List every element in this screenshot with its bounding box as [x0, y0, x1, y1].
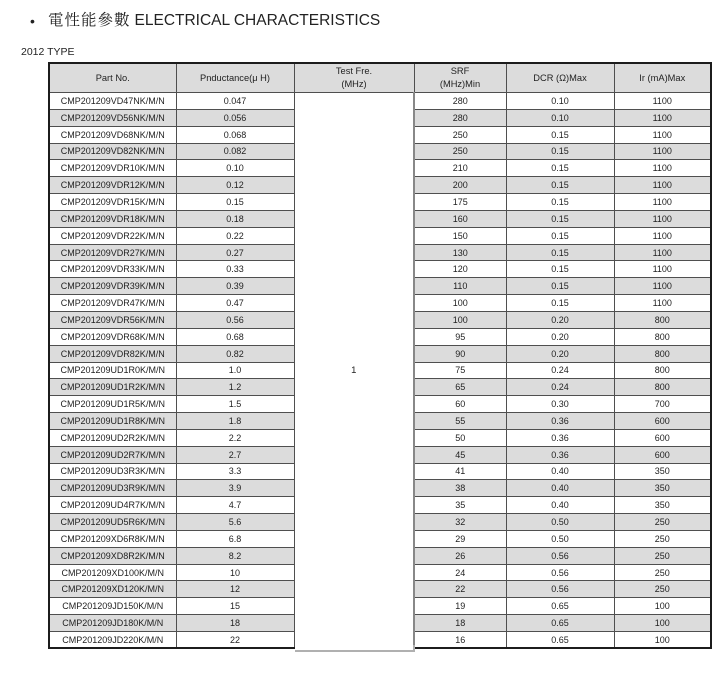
cell-dcr: 0.20: [506, 311, 614, 328]
cell-inductance: 0.27: [176, 244, 294, 261]
cell-srf: 280: [414, 109, 506, 126]
cell-part-no: CMP201209VDR27K/M/N: [49, 244, 176, 261]
cell-dcr: 0.30: [506, 396, 614, 413]
cell-part-no: CMP201209XD6R8K/M/N: [49, 530, 176, 547]
cell-ir: 800: [614, 345, 711, 362]
section-title-en: ELECTRICAL CHARACTERISTICS: [134, 12, 381, 29]
cell-part-no: CMP201209XD120K/M/N: [49, 581, 176, 598]
cell-inductance: 0.10: [176, 160, 294, 177]
cell-inductance: 0.33: [176, 261, 294, 278]
cell-srf: 130: [414, 244, 506, 261]
cell-ir: 1100: [614, 295, 711, 312]
cell-srf: 160: [414, 210, 506, 227]
cell-srf: 210: [414, 160, 506, 177]
cell-ir: 1100: [614, 109, 711, 126]
cell-ir: 100: [614, 615, 711, 632]
col-header-srf: [414, 63, 506, 93]
cell-srf: 18: [414, 615, 506, 632]
cell-dcr: 0.40: [506, 497, 614, 514]
cell-dcr: 0.15: [506, 295, 614, 312]
cell-inductance: 0.68: [176, 328, 294, 345]
cell-ir: 100: [614, 598, 711, 615]
cell-srf: 16: [414, 632, 506, 649]
cell-ir: 600: [614, 413, 711, 430]
cell-ir: 1100: [614, 93, 711, 110]
cell-dcr: 0.15: [506, 227, 614, 244]
cell-dcr: 0.50: [506, 514, 614, 531]
cell-dcr: 0.15: [506, 160, 614, 177]
cell-inductance: 2.2: [176, 429, 294, 446]
cell-dcr: 0.10: [506, 93, 614, 110]
col-header-test-frequency-line2: (MHz): [341, 79, 367, 89]
cell-dcr: 0.36: [506, 446, 614, 463]
cell-part-no: CMP201209JD150K/M/N: [49, 598, 176, 615]
cell-part-no: CMP201209UD3R9K/M/N: [49, 480, 176, 497]
cell-inductance: 1.8: [176, 413, 294, 430]
cell-inductance: 1.2: [176, 379, 294, 396]
cell-dcr: 0.65: [506, 615, 614, 632]
cell-srf: 150: [414, 227, 506, 244]
section-title: [30, 12, 380, 30]
cell-ir: 600: [614, 446, 711, 463]
cell-ir: 1100: [614, 194, 711, 211]
cell-inductance: 15: [176, 598, 294, 615]
cell-srf: 55: [414, 413, 506, 430]
cell-srf: 32: [414, 514, 506, 531]
section-title-zh: 電性能參數: [48, 12, 131, 29]
cell-part-no: CMP201209VDR18K/M/N: [49, 210, 176, 227]
cell-ir: 250: [614, 581, 711, 598]
cell-inductance: 2.7: [176, 446, 294, 463]
cell-srf: 175: [414, 194, 506, 211]
cell-dcr: 0.56: [506, 564, 614, 581]
cell-dcr: 0.65: [506, 632, 614, 649]
cell-ir: 700: [614, 396, 711, 413]
cell-part-no: CMP201209UD1R0K/M/N: [49, 362, 176, 379]
cell-dcr: 0.40: [506, 480, 614, 497]
cell-part-no: CMP201209VDR68K/M/N: [49, 328, 176, 345]
cell-part-no: CMP201209XD8R2K/M/N: [49, 547, 176, 564]
cell-dcr: 0.24: [506, 379, 614, 396]
cell-srf: 50: [414, 429, 506, 446]
cell-inductance: 0.18: [176, 210, 294, 227]
cell-dcr: 0.20: [506, 328, 614, 345]
electrical-characteristics-table-wrap: [48, 62, 710, 649]
cell-dcr: 0.15: [506, 143, 614, 160]
col-header-part-no: Part No.: [49, 63, 176, 93]
cell-ir: 1100: [614, 143, 711, 160]
cell-part-no: CMP201209JD180K/M/N: [49, 615, 176, 632]
cell-part-no: CMP201209VDR12K/M/N: [49, 177, 176, 194]
cell-inductance: 3.3: [176, 463, 294, 480]
cell-srf: 100: [414, 295, 506, 312]
cell-srf: 110: [414, 278, 506, 295]
cell-dcr: 0.20: [506, 345, 614, 362]
cell-inductance: 0.22: [176, 227, 294, 244]
cell-part-no: CMP201209UD1R2K/M/N: [49, 379, 176, 396]
cell-part-no: CMP201209VDR39K/M/N: [49, 278, 176, 295]
cell-dcr: 0.56: [506, 547, 614, 564]
table-row: [49, 93, 711, 110]
cell-ir: 250: [614, 564, 711, 581]
cell-dcr: 0.40: [506, 463, 614, 480]
cell-ir: 350: [614, 480, 711, 497]
cell-part-no: CMP201209UD3R3K/M/N: [49, 463, 176, 480]
cell-part-no: CMP201209VD68NK/M/N: [49, 126, 176, 143]
cell-ir: 600: [614, 429, 711, 446]
cell-part-no: CMP201209JD220K/M/N: [49, 632, 176, 649]
cell-ir: 800: [614, 379, 711, 396]
cell-inductance: 0.39: [176, 278, 294, 295]
cell-inductance: 4.7: [176, 497, 294, 514]
cell-ir: 1100: [614, 227, 711, 244]
type-label: 2012 TYPE: [21, 46, 75, 58]
cell-ir: 350: [614, 497, 711, 514]
cell-ir: 250: [614, 530, 711, 547]
cell-part-no: CMP201209VD47NK/M/N: [49, 93, 176, 110]
cell-dcr: 0.36: [506, 429, 614, 446]
cell-inductance: 0.068: [176, 126, 294, 143]
cell-part-no: CMP201209VDR10K/M/N: [49, 160, 176, 177]
cell-part-no: CMP201209VDR22K/M/N: [49, 227, 176, 244]
cell-srf: 280: [414, 93, 506, 110]
cell-inductance: 0.056: [176, 109, 294, 126]
cell-inductance: 12: [176, 581, 294, 598]
cell-dcr: 0.24: [506, 362, 614, 379]
cell-part-no: CMP201209VDR15K/M/N: [49, 194, 176, 211]
cell-ir: 1100: [614, 177, 711, 194]
cell-srf: 75: [414, 362, 506, 379]
cell-inductance: 5.6: [176, 514, 294, 531]
cell-part-no: CMP201209UD5R6K/M/N: [49, 514, 176, 531]
cell-inductance: 3.9: [176, 480, 294, 497]
cell-part-no: CMP201209UD2R2K/M/N: [49, 429, 176, 446]
cell-inductance: 1.0: [176, 362, 294, 379]
header-row: [49, 63, 711, 93]
cell-ir: 250: [614, 514, 711, 531]
cell-srf: 95: [414, 328, 506, 345]
cell-test-frequency: 1: [294, 93, 414, 649]
table-body: [49, 93, 711, 649]
cell-ir: 250: [614, 547, 711, 564]
cell-dcr: 0.65: [506, 598, 614, 615]
cell-inductance: 0.47: [176, 295, 294, 312]
cell-inductance: 0.12: [176, 177, 294, 194]
cell-part-no: CMP201209VD82NK/M/N: [49, 143, 176, 160]
cell-ir: 100: [614, 632, 711, 649]
cell-inductance: 0.082: [176, 143, 294, 160]
col-header-test-frequency: [294, 63, 414, 93]
electrical-characteristics-table: [48, 62, 712, 649]
col-header-srf-line1: SRF: [450, 65, 470, 76]
cell-ir: 1100: [614, 244, 711, 261]
col-header-srf-line2: (MHz)Min: [439, 79, 481, 89]
cell-srf: 100: [414, 311, 506, 328]
cell-inductance: 0.82: [176, 345, 294, 362]
cell-srf: 38: [414, 480, 506, 497]
cell-dcr: 0.15: [506, 126, 614, 143]
cell-ir: 800: [614, 311, 711, 328]
cell-ir: 350: [614, 463, 711, 480]
col-header-inductance: Pnductance(μ H): [176, 63, 294, 93]
cell-dcr: 0.15: [506, 261, 614, 278]
cell-dcr: 0.10: [506, 109, 614, 126]
cell-ir: 1100: [614, 261, 711, 278]
cell-srf: 60: [414, 396, 506, 413]
cell-ir: 1100: [614, 160, 711, 177]
cell-srf: 26: [414, 547, 506, 564]
cell-dcr: 0.15: [506, 244, 614, 261]
cell-part-no: CMP201209UD1R8K/M/N: [49, 413, 176, 430]
cell-srf: 65: [414, 379, 506, 396]
cell-part-no: CMP201209VD56NK/M/N: [49, 109, 176, 126]
cell-dcr: 0.15: [506, 177, 614, 194]
cell-part-no: CMP201209VDR33K/M/N: [49, 261, 176, 278]
cell-part-no: CMP201209VDR82K/M/N: [49, 345, 176, 362]
cell-part-no: CMP201209UD1R5K/M/N: [49, 396, 176, 413]
cell-srf: 29: [414, 530, 506, 547]
cell-inductance: 22: [176, 632, 294, 649]
cell-inductance: 8.2: [176, 547, 294, 564]
cell-dcr: 0.56: [506, 581, 614, 598]
col-header-test-frequency-line1: Test Fre.: [335, 65, 373, 76]
cell-ir: 1100: [614, 210, 711, 227]
cell-srf: 120: [414, 261, 506, 278]
cell-dcr: 0.15: [506, 194, 614, 211]
cell-part-no: CMP201209XD100K/M/N: [49, 564, 176, 581]
cell-inductance: 1.5: [176, 396, 294, 413]
cell-part-no: CMP201209VDR56K/M/N: [49, 311, 176, 328]
col-header-dcr: DCR (Ω)Max: [506, 63, 614, 93]
cell-ir: 1100: [614, 278, 711, 295]
cell-ir: 1100: [614, 126, 711, 143]
cell-ir: 800: [614, 328, 711, 345]
cell-inductance: 18: [176, 615, 294, 632]
cell-srf: 24: [414, 564, 506, 581]
cell-srf: 200: [414, 177, 506, 194]
cell-srf: 250: [414, 126, 506, 143]
cell-ir: 800: [614, 362, 711, 379]
cell-dcr: 0.36: [506, 413, 614, 430]
cell-srf: 41: [414, 463, 506, 480]
cell-part-no: CMP201209VDR47K/M/N: [49, 295, 176, 312]
col-header-ir: Ir (mA)Max: [614, 63, 711, 93]
cell-srf: 45: [414, 446, 506, 463]
cell-inductance: 0.56: [176, 311, 294, 328]
bullet-icon: •: [30, 13, 35, 29]
cell-dcr: 0.15: [506, 278, 614, 295]
cell-srf: 35: [414, 497, 506, 514]
cell-srf: 22: [414, 581, 506, 598]
cell-dcr: 0.15: [506, 210, 614, 227]
cell-part-no: CMP201209UD2R7K/M/N: [49, 446, 176, 463]
cell-srf: 19: [414, 598, 506, 615]
cell-part-no: CMP201209UD4R7K/M/N: [49, 497, 176, 514]
cell-inductance: 0.15: [176, 194, 294, 211]
cell-inductance: 6.8: [176, 530, 294, 547]
cell-inductance: 0.047: [176, 93, 294, 110]
cell-srf: 250: [414, 143, 506, 160]
cell-dcr: 0.50: [506, 530, 614, 547]
cell-srf: 90: [414, 345, 506, 362]
cell-inductance: 10: [176, 564, 294, 581]
test-column-artifact: [295, 645, 415, 652]
